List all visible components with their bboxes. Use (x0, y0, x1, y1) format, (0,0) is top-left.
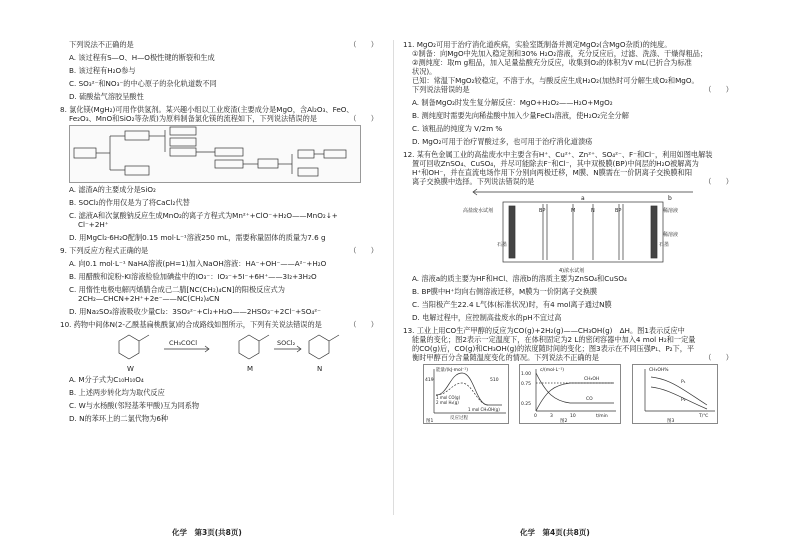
question-stem-cont: 下列说法错误的是 (412, 85, 470, 94)
option-b: B. BP膜中H⁺均向右侧溶液迁移，M膜为一价阴离子交换膜 (412, 287, 598, 296)
option-d: D. 硫酸盐气溶胶呈酸性 (69, 92, 144, 101)
answer-bracket: （ ） (349, 320, 378, 329)
question-stem: 11. MgO₂可用于治疗消化道疾病，实验室既制备并测定MgO₂(含MgO杂质)的纯度。 (403, 40, 672, 49)
option-a: A. 滤渣A的主要成分是SiO₂ (69, 185, 156, 194)
fig3-ylabel: CH₃OH% (648, 368, 669, 373)
option-b: B. 测纯度时需要先向稀盐酸中加入少量FeCl₃溶液，使H₂O₂完全分解 (412, 111, 629, 120)
label-inlet-left: 高盐废水试剂 (463, 208, 494, 214)
compound-label-w: W (127, 365, 134, 373)
option-c-cont: 2CH₂—CHCN+2H⁺+2e⁻——NC(CH₂)₄CN (78, 294, 220, 303)
question-8 (60, 105, 378, 242)
question-13 (403, 326, 733, 424)
fig2-caption: 图2 (560, 419, 568, 424)
label-electrode-left: 石墨 (497, 242, 508, 248)
option-d: D. MgO₂可用于治疗胃酸过多，也可用于治疗消化道溃疡 (412, 137, 593, 146)
fig2-xtick-3: 3 (550, 414, 554, 419)
fig1-xlabel: 反应过程 (450, 416, 468, 421)
question-11 (403, 40, 733, 146)
fig2-xlabel: t/min (596, 414, 609, 419)
option-a: A. 该过程有S—O、H—O极性键的断裂和生成 (69, 53, 215, 62)
answer-bracket: （ ） (349, 40, 378, 49)
process-flow-diagram (69, 125, 361, 183)
question-stem-cont: Fe₂O₃、MnO和SiO₂等杂质)为原料制备氯化镁的流程如下，下列说法错误的是 (69, 114, 317, 123)
label-membrane-bp-2: BP (615, 208, 622, 214)
question-step-2: ②测纯度：取m g粗品，加入足量盐酸充分反应，收集到O₂的体积为V mL(已折合为标准 (412, 58, 692, 67)
option-d: D. 电解过程中，应控制高盐废水的pH不宜过高 (412, 313, 562, 322)
option-c: C. 滤液A和次氯酸钠反应生成MnO₂的离子方程式为Mn²⁺+ClO⁻+H₂O——MnO₂↓+ (69, 211, 338, 220)
fig2-xtick-10: 10 (570, 414, 577, 419)
fig1-label-h2: 2 mol H₂(g) (436, 400, 459, 405)
label-membrane-bp: BP (539, 208, 546, 214)
option-b: B. 上述两步转化均为取代反应 (69, 388, 165, 397)
page-footer-right: 化学 第4页(共8页) (520, 528, 590, 537)
label-b: b (668, 195, 672, 202)
fig1-value-419: 419 (425, 378, 434, 383)
label-membrane-n: N (591, 208, 595, 214)
option-b: B. 用醋酸和淀粉-KI溶液检验加碘盐中的IO₃⁻：IO₃⁻+5I⁻+6H⁺——3I₂+3H₂O (69, 272, 317, 281)
answer-bracket: （ ） (704, 353, 733, 362)
compound-label-m: M (247, 365, 254, 373)
fig2-tick-1.00: 1.00 (521, 372, 532, 377)
question-stem: 8. 氯化镁(MgH₂)可用作供氢剂。某兴趣小组以工业废渣(主要成分是MgO，含Al₂O₃、FeO、 (60, 105, 354, 114)
figure-3-methanol-percent (632, 364, 718, 424)
fig2-tick-0.75: 0.75 (521, 382, 532, 387)
fig1-label-co: 1 mol CO(g) (436, 395, 461, 400)
answer-bracket: （ ） (349, 114, 378, 123)
question-stem: 9. 下列反应方程式正确的是 (60, 246, 149, 255)
option-b: B. SOCl₂的作用仅是为了将CaCl₂代替 (69, 198, 190, 207)
option-c: C. 用惰性电极电解丙烯腈合成己二腈[NC(CH₂)₄CN]的阳极反应式为 (69, 285, 285, 294)
fig2-series-ch3oh: CH₃OH (584, 377, 600, 382)
label-a: a (581, 195, 585, 202)
label-electrode-right: 石墨 (659, 242, 670, 248)
page-footer-left: 化学 第3页(共8页) (172, 528, 242, 537)
fig1-value-510: 510 (490, 378, 499, 383)
synthesis-route-diagram (69, 329, 359, 373)
option-a: A. 制备MgO₂时发生复分解反应：MgO+H₂O₂——H₂O+MgO₂ (412, 98, 613, 107)
option-a: A. 向0.1 mol·L⁻¹ NaHA溶液(pH=1)加入NaOH溶液：HA⁻+OH⁻——A²⁻+H₂O (69, 259, 327, 268)
question-stem: 12. 某有色金属工业的高盐废水中主要含有H⁺、Cu²⁺、Zn²⁺、SO₄²⁻、F⁻和Cl⁻，利用如图电解装 (403, 150, 713, 159)
question-10 (60, 320, 378, 423)
question-7-tail (60, 40, 378, 101)
compound-label-n: N (317, 365, 323, 373)
question-stem-cont: H⁺和OH⁻，并在直流电场作用下分别向两极迁移，M膜、N膜需在一价阴离子交换膜和阳 (412, 168, 693, 177)
option-c-cont: Cl⁻+2H⁺ (78, 220, 109, 229)
question-step-1: ①制备：向MgO中先加入稳定剂和30% H₂O₂溶液，充分反应后，过滤、洗涤、干燥得粗品； (412, 49, 708, 58)
question-step-2-cont: 状况)。 (412, 67, 437, 76)
question-stem: 13. 工业上用CO生产甲醇的反应为CO(g)+2H₂(g)——CH₃OH(g) ΔH。图1表示反应中 (403, 326, 685, 335)
reagent-1-label: CH₃COCl (169, 339, 198, 347)
label-membrane-m: M (571, 208, 576, 214)
answer-bracket: （ ） (349, 246, 378, 255)
fig3-xlabel: T/℃ (698, 414, 708, 419)
question-stem-cont: 置可回收ZnSO₄、CuSO₄，并尽可能除去F⁻和Cl⁻，其中双极膜(BP)中间层的H₂O被解离为 (412, 159, 699, 168)
question-stem-cont: 的CO(g)后，CO(g)和CH₃OH(g)的浓度随时间的变化；图3表示在不同压强P₁、P₂下，平 (412, 344, 695, 353)
fig2-xtick-0: 0 (534, 414, 538, 419)
option-a: A. M分子式为C₁₀H₁₀O₄ (69, 375, 144, 384)
option-c: C. 该粗品的纯度为 V/2m % (412, 124, 503, 133)
fig3-caption: 图3 (666, 419, 674, 424)
label-outlet-bottom: 4)浓水试剂 (559, 268, 585, 274)
question-known: 已知：常温下MgO₂较稳定，不溶于水，与酸反应生成H₂O₂(加热时可分解生成O₂和MgO。 (412, 76, 699, 85)
fig1-caption: 图1 (426, 419, 434, 424)
left-page (60, 40, 378, 423)
page-divider (393, 40, 394, 515)
option-b: B. 该过程有H₂O参与 (69, 66, 136, 75)
fig3-label-p2: P₂ (680, 398, 686, 403)
option-d: D. 用MgCl₂·6H₂O配制0.15 mol·L⁻¹溶液250 mL，需要称量固体的质量为7.6 g (69, 233, 326, 242)
figure-1-energy (423, 364, 509, 424)
fig1-label-ch3oh: 1 mol CH₃OH(g) (468, 407, 500, 412)
flow-chart-graphic (70, 126, 360, 182)
question-stem-cont: 能量的变化；图2表示一定温度下，在体积固定为2 L的密闭容器中加入4 mol H₂和一定量 (412, 335, 696, 344)
option-a: A. 溶液a的质主要为HF和HCl、溶液b的溶质主要为ZnSO₄和CuSO₄ (412, 274, 627, 283)
fig3-label-p1: P₁ (680, 380, 686, 385)
answer-bracket: （ ） (704, 85, 733, 94)
fig1-ylabel: 能量/(kJ·mol⁻¹) (436, 368, 468, 373)
option-c: C. SO₃²⁻和NO₃⁻的中心原子的杂化轨道数不同 (69, 79, 217, 88)
fig2-ylabel: c/(mol·L⁻¹) (540, 368, 565, 373)
question-12 (403, 150, 733, 322)
answer-bracket: （ ） (704, 177, 733, 186)
electrolysis-cell-diagram (463, 186, 703, 274)
question-stem: 下列说法不正确的是 (69, 40, 134, 49)
right-page (403, 40, 733, 424)
fig2-tick-0.25: 0.25 (521, 402, 532, 407)
figure-2-concentration (519, 364, 621, 424)
question-stem-cont: 衡时甲醇百分含量随温度变化的情况。下列说法不正确的是 (412, 353, 599, 362)
reagent-2-label: SOCl₂ (277, 339, 296, 347)
question-9 (60, 246, 378, 316)
option-d: D. 用Na₂SO₃溶液吸收少量Cl₂：3SO₃²⁻+Cl₂+H₂O——2HSO₃⁻+2Cl⁻+SO₄²⁻ (69, 307, 321, 316)
question-stem-cont: 离子交换膜中选择。下列说法错误的是 (412, 177, 535, 186)
option-d: D. N的苯环上的二氯代物为6种 (69, 414, 169, 423)
question-stem: 10. 药物中间体N(2-乙酰基扁桃酰氯)的合成路线如图所示，下列有关说法错误的是 (60, 320, 322, 329)
option-c: C. 当阳极产生22.4 L气体(标准状况)时，有4 mol离子通过N膜 (412, 300, 612, 309)
label-inlet-bottom: 稀溶液 (663, 232, 679, 238)
label-inlet-right: 稀溶液 (663, 208, 679, 214)
fig2-series-co: CO (586, 397, 593, 402)
option-c: C. W与水杨酸(邻羟基苯甲酸)互为同系物 (69, 401, 200, 410)
